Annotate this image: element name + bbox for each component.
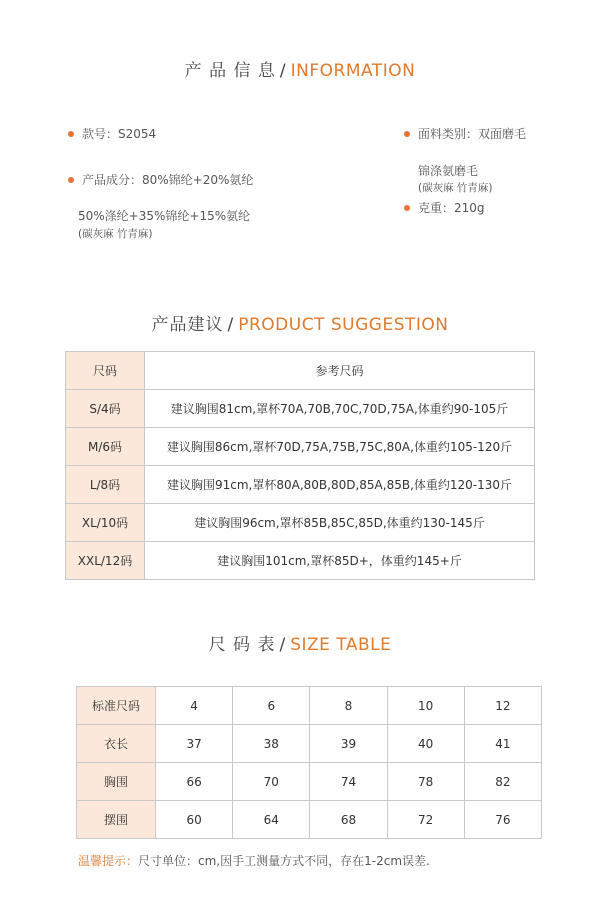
size-cell: S/4码 [66, 390, 145, 428]
weight-text: 克重：210g [418, 201, 485, 215]
bullet-icon [68, 131, 74, 137]
information-title [0, 56, 600, 81]
suggestion-cell: 建议胸围86cm,罩杯70D,75A,75B,75C,80A,体重约105-120斤 [145, 428, 535, 466]
row-label-cell: 衣长 [77, 725, 156, 763]
row-label-cell: 摆围 [77, 801, 156, 839]
fabric-type-text: 面料类别：双面磨毛 [418, 127, 527, 141]
value-cell: 78 [387, 763, 464, 801]
tip-label: 温馨提示： [78, 854, 139, 868]
suggestion-cell: 建议胸围96cm,罩杯85B,85C,85D,体重约130-145斤 [145, 504, 535, 542]
value-cell: 6 [233, 687, 310, 725]
table-row [77, 801, 542, 839]
value-cell: 40 [387, 725, 464, 763]
bullet-icon [404, 131, 410, 137]
value-cell: 64 [233, 801, 310, 839]
size-title-cn: 尺 码 表 [208, 635, 276, 655]
suggestion-cell: 建议胸围91cm,罩杯80A,80B,80D,85A,85B,体重约120-130斤 [145, 466, 535, 504]
row-label-cell: 胸围 [77, 763, 156, 801]
value-cell: 70 [233, 763, 310, 801]
suggestion-title-en: PRODUCT SUGGESTION [238, 315, 449, 335]
size-table-title [0, 630, 600, 655]
header-cell: 参考尺码 [145, 352, 535, 390]
suggestion-cell: 建议胸围101cm,罩杯85D+，体重约145+斤 [145, 542, 535, 580]
title-slash: / [279, 61, 287, 81]
value-cell: 68 [310, 801, 387, 839]
value-cell: 76 [464, 801, 541, 839]
size-cell: XL/10码 [66, 504, 145, 542]
information-title-en: INFORMATION [290, 61, 416, 81]
value-cell: 38 [233, 725, 310, 763]
value-cell: 37 [156, 725, 233, 763]
value-cell: 39 [310, 725, 387, 763]
value-cell: 66 [156, 763, 233, 801]
table-row [66, 504, 535, 542]
composition [68, 171, 253, 188]
fabric-line2: 锦涤氨磨毛 [418, 164, 479, 178]
item-number [68, 125, 156, 142]
table-header-row [66, 352, 535, 390]
size-title-en: SIZE TABLE [290, 635, 392, 655]
table-row [66, 428, 535, 466]
value-cell: 74 [310, 763, 387, 801]
fabric-type [404, 125, 526, 142]
value-cell: 82 [464, 763, 541, 801]
table-row [66, 390, 535, 428]
title-slash: / [279, 635, 287, 655]
fabric-line3: (碳灰麻 竹青麻) [418, 182, 493, 194]
size-table [76, 686, 542, 839]
suggestion-table [65, 351, 535, 580]
title-slash: / [227, 315, 235, 335]
table-row [66, 466, 535, 504]
value-cell: 10 [387, 687, 464, 725]
composition-line2: 50%涤纶+35%锦纶+15%氨纶 [78, 209, 251, 223]
suggestion-title-cn: 产品建议 [151, 315, 224, 335]
value-cell: 4 [156, 687, 233, 725]
composition-text: 产品成分：80%锦纶+20%氨纶 [82, 173, 254, 187]
table-row [66, 542, 535, 580]
suggestion-cell: 建议胸围81cm,罩杯70A,70B,70C,70D,75A,体重约90-105斤 [145, 390, 535, 428]
value-cell: 60 [156, 801, 233, 839]
weight [404, 199, 485, 216]
item-number-text: 款号：S2054 [82, 127, 157, 141]
size-cell: L/8码 [66, 466, 145, 504]
composition-line3: (碳灰麻 竹青麻) [78, 228, 153, 240]
table-row [77, 763, 542, 801]
value-cell: 41 [464, 725, 541, 763]
size-cell: XXL/12码 [66, 542, 145, 580]
table-row [77, 687, 542, 725]
value-cell: 12 [464, 687, 541, 725]
size-cell: M/6码 [66, 428, 145, 466]
bullet-icon [68, 177, 74, 183]
suggestion-title [0, 310, 600, 335]
value-cell: 8 [310, 687, 387, 725]
measurement-tip [78, 852, 430, 869]
header-cell: 尺码 [66, 352, 145, 390]
bullet-icon [404, 205, 410, 211]
row-label-cell: 标准尺码 [77, 687, 156, 725]
tip-text: 尺寸单位：cm,因手工测量方式不同，存在1-2cm误差. [138, 854, 430, 868]
value-cell: 72 [387, 801, 464, 839]
information-title-cn: 产 品 信 息 [184, 61, 276, 81]
table-row [77, 725, 542, 763]
